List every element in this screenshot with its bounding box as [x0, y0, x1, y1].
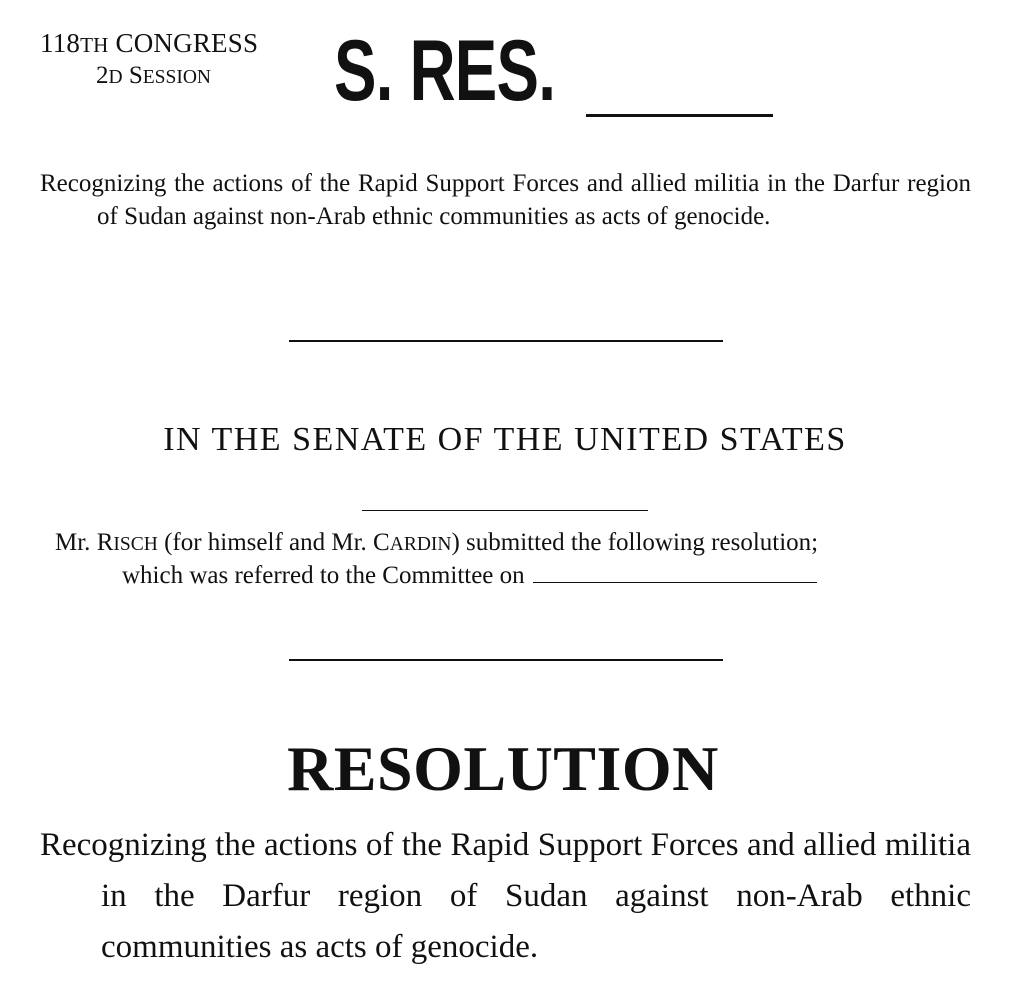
cosponsor-name-initial: C [373, 529, 390, 556]
session-suffix: D [108, 67, 123, 88]
session-word-rest: ESSION [142, 67, 212, 88]
measure-type: S. RES. [334, 23, 556, 119]
session-word-initial: S [122, 62, 143, 89]
sponsor-name-rest: ISCH [113, 534, 158, 555]
session-label [96, 61, 211, 93]
session-number: 2 [96, 62, 109, 89]
sponsor-middle-text: (for himself and Mr. [157, 529, 374, 556]
cosponsor-name-rest: ARDIN [389, 534, 452, 555]
short-title: Recognizing the actions of the Rapid Support Forces and allied militia in the Darfur region of Sudan against non-Arab ethnic communities as acts of genocide. [40, 170, 971, 230]
congress-number: 118 [40, 28, 81, 58]
congress-word: CONGRESS [108, 28, 259, 58]
sponsor-suffix: ) submitted the following resolution; [451, 529, 819, 556]
referral-text: which was referred to the Committee on [122, 562, 525, 589]
sponsor-prefix: Mr. [55, 529, 97, 556]
congress-suffix: TH [80, 33, 109, 57]
committee-blank [533, 582, 817, 583]
sponsor-line [55, 526, 960, 561]
divider-rule-short [362, 510, 648, 511]
divider-rule [289, 659, 723, 661]
congress-label [40, 28, 258, 60]
resolution-title: Recognizing the actions of the Rapid Support Forces and allied militia in the Darfur region of Sudan against non-Arab ethnic communities as acts of genocide. [40, 827, 971, 965]
measure-number-blank [586, 114, 773, 117]
referral-line [122, 559, 817, 592]
chamber-heading: IN THE SENATE OF THE UNITED STATES [163, 421, 847, 458]
divider-rule [289, 340, 723, 342]
resolution-heading: RESOLUTION [287, 733, 719, 804]
sponsor-name-initial: R [96, 529, 114, 556]
